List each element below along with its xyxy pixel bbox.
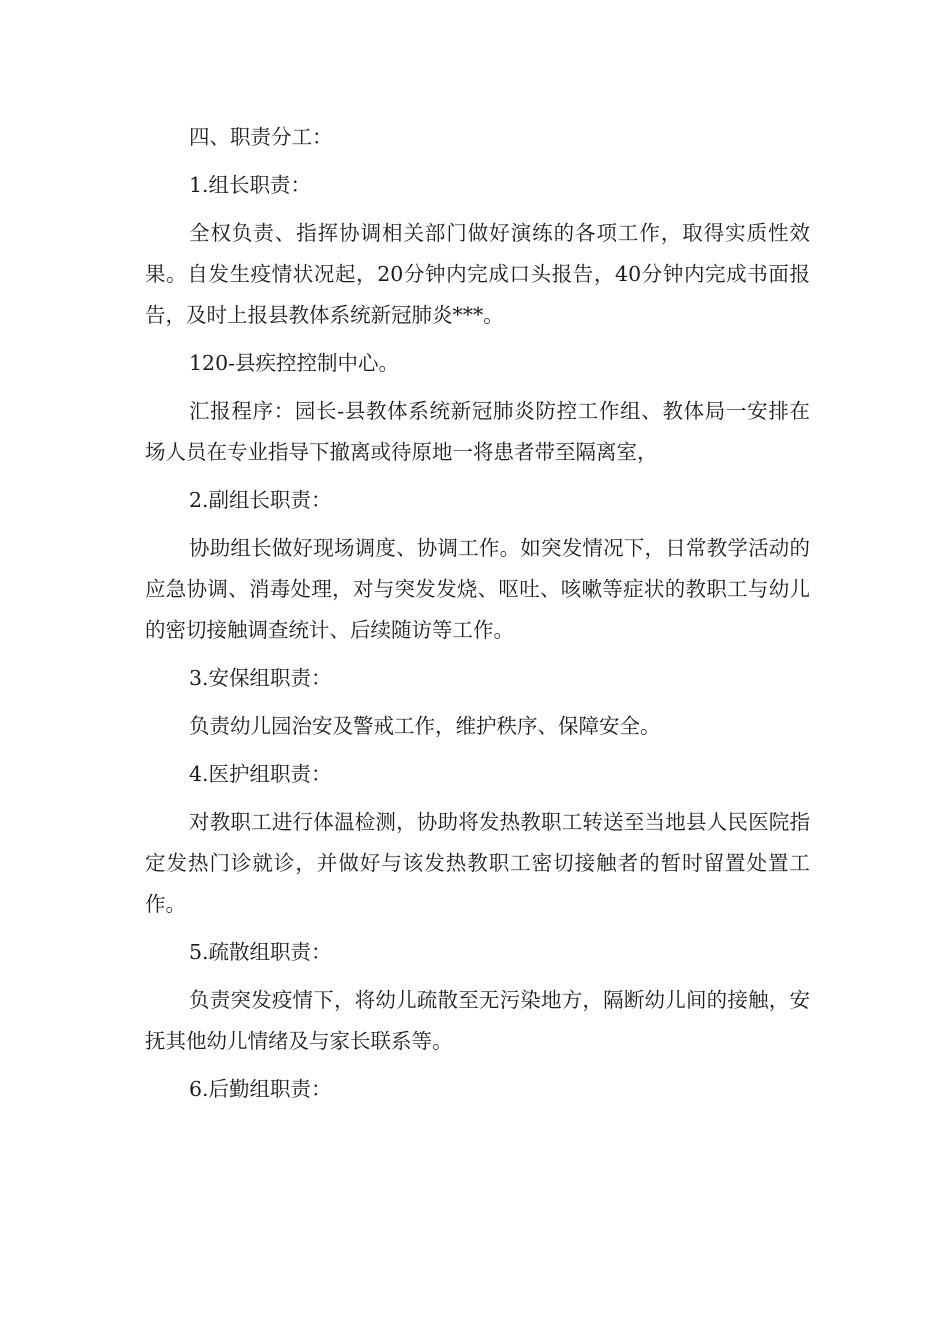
- subheading-leader-duties: 1.组长职责：: [189, 173, 312, 197]
- subheading-security-duties: 3.安保组职责：: [189, 666, 332, 690]
- paragraph-security-duties: 负责幼儿园治安及警戒工作，维护秩序、保障安全。: [189, 714, 661, 738]
- paragraph-medical-duties: 对教职工进行体温检测，协助将发热教职工转送至当地县人民医院指定发热门诊就诊，并做好与该发热教职工密切接触者的暂时留置处置工作。: [145, 810, 810, 916]
- paragraph-leader-duties: 全权负责、指挥协调相关部门做好演练的各项工作，取得实质性效果。自发生疫情状况起，20分钟内完成口头报告，40分钟内完成书面报告，及时上报县教体系统新冠肺炎***。: [145, 221, 810, 327]
- section-heading-duties: 四、职责分工：: [189, 125, 333, 149]
- paragraph-report-procedure: 汇报程序：园长-县教体系统新冠肺炎防控工作组、教体局一安排在场人员在专业指导下撤离或待原地一将患者带至隔离室，: [145, 399, 810, 464]
- document-body: [145, 117, 810, 1117]
- paragraph-deputy-leader-duties: 协助组长做好现场调度、协调工作。如突发情况下，日常教学活动的应急协调、消毒处理，对与突发发烧、呕吐、咳嗽等症状的教职工与幼儿的密切接触调查统计、后续随访等工作。: [145, 536, 810, 642]
- subheading-logistics-duties: 6.后勤组职责：: [189, 1077, 332, 1101]
- subheading-deputy-leader-duties: 2.副组长职责：: [189, 488, 332, 512]
- subheading-evacuation-duties: 5.疏散组职责：: [189, 940, 332, 964]
- paragraph-cdc-contact: 120-县疾控控制中心。: [189, 351, 400, 375]
- paragraph-evacuation-duties: 负责突发疫情下，将幼儿疏散至无污染地方，隔断幼儿间的接触，安抚其他幼儿情绪及与家长联系等。: [145, 988, 810, 1053]
- subheading-medical-duties: 4.医护组职责：: [189, 762, 332, 786]
